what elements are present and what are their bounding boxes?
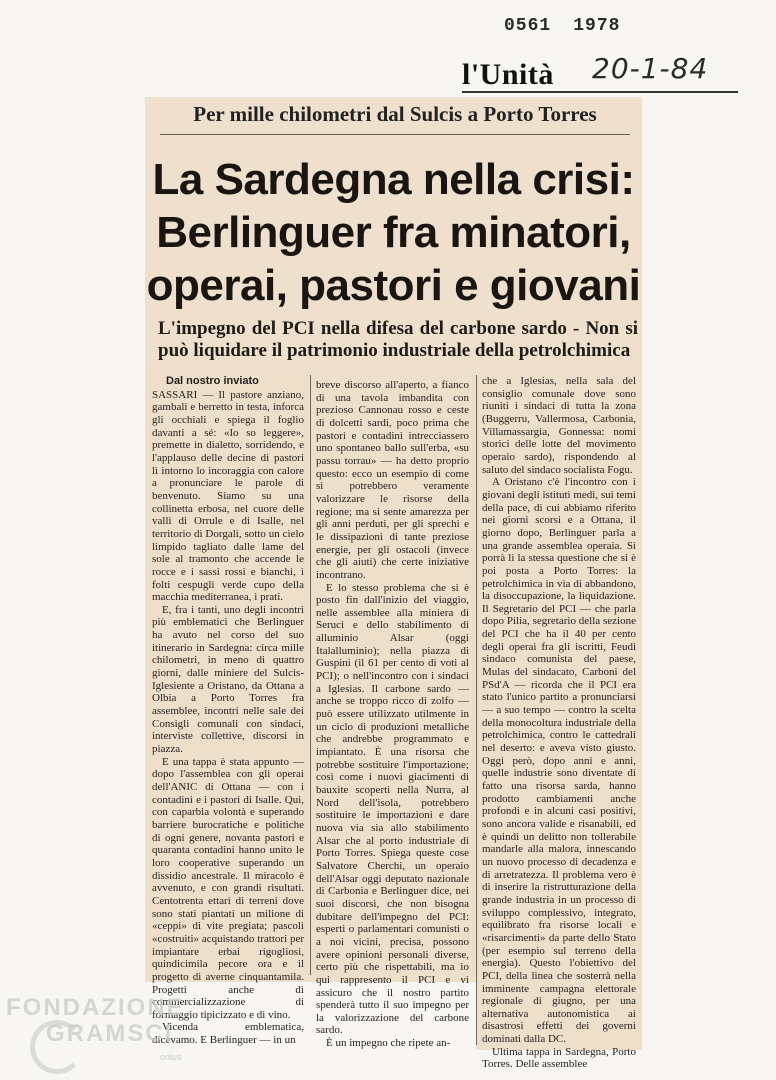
col3-paragraph: A Oristano c'è l'incontro con i giovani degli istituti medi, sui temi della pace, di cui abbiamo riferito nei giorni scorsi e a Ottana, il giorno dopo, Berlinguer parla a una grande assemblea operaia. Si porrà lì la stessa questione che si è poi posta a Porto Torres: la petrolchimica in via di abbandono, la disoccupazione, la liquidazione. Il Segretario del PCI — che parla dopo Pilia, segretario della sezione del PCI che ha il 40 per cento degli operai fra gli iscritti, Feudi sindaco comunista del paese, Mulas del sindacato, Carboni del PSd'A — ricorda che il PCI era stato l'unico partito a pronunciarsi — a suo tempo — contro la scelta della monocoltura industriale della petrolchimica, contro le cattedrali nel deserto: e aveva visto giusto. Oggi però, dopo anni e anni, quelle industrie sono diventate di fatto una risorsa sarda, hanno prodotto cambiamenti anche profondi e in alcuni casi positivi, sono ancora valide e risanabili, ed è quindi un delitto non tollerabile mandarle alla malora, innescando un nuovo processo di decadenza e di arretratezza. Il problema vero è di inserire la ristrutturazione della grande industria in un processo di sviluppo complessivo, integrato, equilibrato fra risorse locali e «risarcimenti» da parte dello Stato (per esempio sul terreno della energia). Questo l'obiettivo del PCI, della linea che sosterrà nella imminente campagna elettorale regionale di giugno, per una alternativa autonomistica ai disastrosi effetti dei governi dominati dalla DC.	[482, 476, 636, 1046]
watermark-line-1: FONDAZIONE	[6, 994, 185, 1021]
newspaper-masthead: l'Unità	[462, 58, 554, 91]
archive-number-code: 0561	[504, 16, 552, 36]
headline-line-3: operai, pastori e giovani	[146, 261, 641, 310]
article-headline	[145, 153, 642, 312]
col1-paragraph: E, fra i tanti, uno degli incontri più emblematici che Berlinguer ha avuto nel corso del suo itinerario in Sardegna: circa mille chilometri, in meno di quattro giorni, dalle miniere del Sulcis-Iglesiente a Oristano, da Ottana a Olbia a Porto Torres fra assemblee, incontri nelle sale dei Consigli comunali con sindaci, interviste collettive, discorsi in piazza.	[152, 603, 304, 756]
watermark-line-2: GRAMSCI	[46, 1020, 174, 1047]
headline-line-1: La Sardegna nella crisi:	[152, 155, 635, 204]
archive-number	[504, 16, 642, 36]
article-column-3	[482, 375, 636, 1071]
col1-paragraph: E una tappa è stata appunto — dopo l'assemblea con gli operai dell'ANIC di Ottana — con i contadini e i pastori di Isalle. Qui, con caparbia volontà e superando barriere burocratiche e politiche di ogni genere, novanta pastori e quaranta contadini hanno unito le loro cooperative superando un dissidio ancestrale. Il miracolo è avvenuto, e con grandi risultati. Centotrenta ettari di terreni dove sono stati piantati un milione di «ceppi» di vite pregiata; pascoli «costruiti» acquistando trattori per impiantare erbai rigogliosi, quindicimila pecore ora e il progetto di averne cinquantamila. Progetti anche di commercializzazione di formaggio tipicizzato e di vino.	[152, 755, 304, 1021]
article-column-1	[152, 375, 304, 1047]
article-column-2	[316, 379, 469, 1050]
col2-paragraph: E lo stesso problema che si è posto fin dall'inizio del viaggio, nelle assemblee alla miniera di Seruci e dello stabilimento di alluminio Alsar (oggi Italalluminio); nella piazza di Guspini (il 61 per cento di voti al PCI); o nell'incontro con i sindaci a Iglesias. Il carbone sardo — anche se troppo ricco di zolfo — può essere utilizzato utilmente in un ciclo di produzioni metalliche che andrebbe programmato e impiantato. È una risorsa che potrebbe sostituire l'importazione; così come i nuovi giacimenti di bauxite scoperti nella Nurra, al Nord dell'isola, potrebbero sostituire le importazioni e dare nuova via sia allo stabilimento Alsar che al porto industriale di Porto Torres. Spiega queste cose Salvatore Cherchi, un operaio dell'Alsar oggi deputato nazionale di Carbonia e Berlinguer dice, nei suoi discorsi, che non bisogna dubitare dell'impegno del PCI: esperti o parlamentari comunisti o a noi vicini, precisa, possono avere opinioni personali diverse, certo più che rispettabili, ma io qui rappresento il PCI e vi assicuro che il nostro partito spenderà tutto il suo impegno per la valorizzazione del carbone sardo.	[316, 581, 469, 1037]
col1-paragraph: Vicenda emblematica, dicevamo. E Berlinguer — in un	[152, 1021, 304, 1047]
column-divider	[310, 375, 311, 975]
column-divider	[476, 375, 477, 1045]
col2-paragraph: È un impegno che ripete an-	[326, 1037, 451, 1050]
article-kicker: Per mille chilometri dal Sulcis a Porto Torres	[193, 102, 597, 126]
col3-paragraph: che a Iglesias, nella sala del consiglio comunale dove sono riuniti i sindaci di tutta la zona (Buggerru, Vallermosa, Carbonia, Villamassargia, Gonnessa: nomi storici delle lotte del movimento operaio sardo), rispondendo al saluto del sindaco socialista Fogu.	[482, 375, 636, 476]
watermark-g-logo-icon	[30, 1020, 84, 1074]
handwritten-date: 20-1-84	[592, 52, 709, 85]
col3-paragraph: Ultima tappa in Sardegna, Porto Torres. Delle assemblee	[482, 1045, 636, 1071]
article-subhead: L'impegno del PCI nella difesa del carbone sardo - Non si può liquidare il patrimonio industriale della petrolchimica	[158, 318, 638, 361]
col2-paragraph: breve discorso all'aperto, a fianco di una tavola imbandita con prezioso Cannonau rosso e ceste di dolcetti sardi, poco prima che pastori e contadini intrecciassero uno spontaneo ballo sull'erba, «su passu torrau» — ha detto proprio questo: ecco un esempio di come si potrebbero veramente valorizzare le risorse della regione; ma si sente amarezza per gli anni perduti, per gli sprechi e le dissipazioni di tante preziose energie, per gli ostacoli (invece che gli aiuti) che certe iniziative incontrano.	[316, 379, 469, 581]
masthead-rule	[462, 91, 738, 93]
watermark-line-3: onlus	[160, 1052, 182, 1062]
col1-paragraph: SASSARI — Il pastore anziano, gambali e berretto in testa, inforca gli occhiali e spiega il foglio davanti a sé: «Io so leggere», premette in dialetto, sorridendo, e l'applauso delle decine di pastori lì intorno lo incoraggia con calore a pronunciare le parole di benvenuto. Siamo su una collinetta erbosa, nel cuore delle valli di Orrule e di Isalle, nel territorio di Dorgali, sotto un cielo limpido tagliato dalle lame del sole al tramonto che accende le rocce e i sassi rossi e bianchi, i folti cespugli verde cupo della macchia mediterranea, i prati.	[152, 388, 304, 604]
byline: Dal nostro inviato	[166, 375, 259, 387]
archive-number-year: 1978	[573, 16, 621, 36]
headline-line-2: Berlinguer fra minatori,	[156, 208, 631, 257]
kicker-rule	[160, 134, 630, 135]
